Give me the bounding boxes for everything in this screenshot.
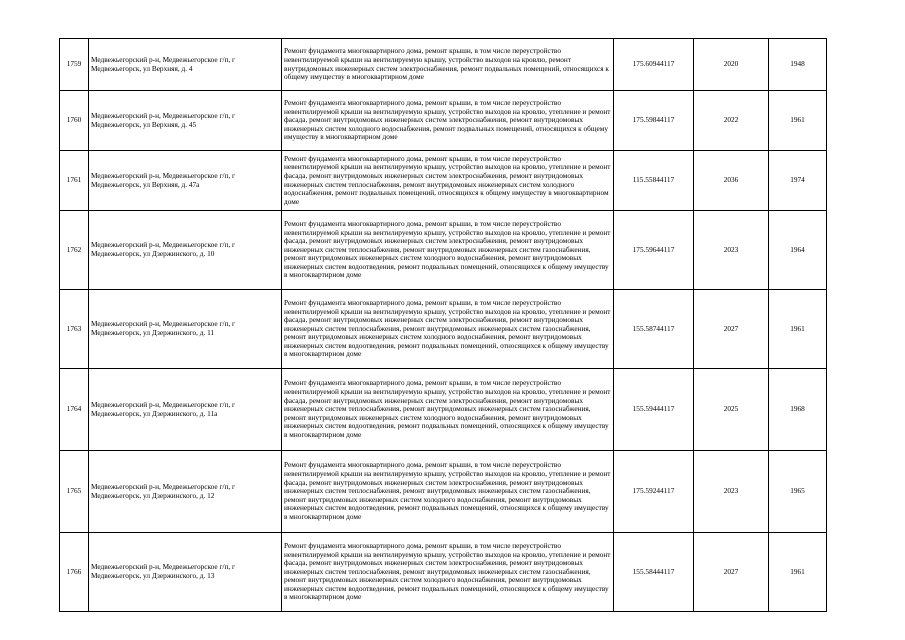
row-built-year: 1961: [769, 91, 827, 151]
table-row: [60, 91, 827, 151]
row-number: 1763: [60, 290, 89, 369]
row-works: Ремонт фундамента многоквартирного дома, ремонт крыши, в том числе переустройство невентилируемой крыши на вентилируемую крышу, устройство выходов на кровлю, утепление и ремонт фасада, ремонт внутридомовых инженерных систем электроснабжения, ремонт внутридомовых инженерных систем холодного водоснабжения, ремонт подвальных помещений, относящихся к общему имуществу в многоквартирном доме: [282, 91, 614, 151]
row-number: 1761: [60, 151, 89, 211]
row-built-year: 1974: [769, 151, 827, 211]
row-built-year: 1965: [769, 451, 827, 533]
row-works: Ремонт фундамента многоквартирного дома, ремонт крыши, в том числе переустройство невентилируемой крыши на вентилируемую крышу, устройство выходов на кровлю, утепление и ремонт фасада, ремонт внутридомовых инженерных систем электроснабжения, ремонт внутридомовых инженерных систем теплоснабжения, ремонт внутридомовых инженерных систем газоснабжения, ремонт внутридомовых инженерных систем холодного водоснабжения, ремонт внутридомовых инженерных систем водоотведения, ремонт подвальных помещений, относящихся к общему имуществу в многоквартирном доме: [282, 451, 614, 533]
row-built-year: 1968: [769, 369, 827, 451]
row-cost: 155.58744117: [614, 290, 694, 369]
row-year: 2020: [694, 39, 769, 91]
table-row: [60, 290, 827, 369]
table-row: [60, 39, 827, 91]
row-works: Ремонт фундамента многоквартирного дома, ремонт крыши, в том числе переустройство невентилируемой крыши на вентилируемую крышу, устройство выходов на кровлю, ремонт внутридомовых инженерных систем электроснабжения, ремонт подвальных помещений, относящихся к общему имуществу в многоквартирном доме: [282, 39, 614, 91]
row-built-year: 1961: [769, 533, 827, 612]
table-row: [60, 211, 827, 290]
row-cost: 115.55844117: [614, 151, 694, 211]
row-address: Медвежьегорский р-н, Медвежьегорское г/п, г Медвежьегорск, ул Дзержинского, д. 10: [89, 211, 282, 290]
row-number: 1762: [60, 211, 89, 290]
row-number: 1765: [60, 451, 89, 533]
row-address: Медвежьегорский р-н, Медвежьегорское г/п, г Медвежьегорск, ул Дзержинского, д. 12: [89, 451, 282, 533]
row-works: Ремонт фундамента многоквартирного дома, ремонт крыши, в том числе переустройство невентилируемой крыши на вентилируемую крышу, устройство выходов на кровлю, утепление и ремонт фасада, ремонт внутридомовых инженерных систем электроснабжения, ремонт внутридомовых инженерных систем теплоснабжения, ремонт внутридомовых инженерных систем газоснабжения, ремонт внутридомовых инженерных систем холодного водоснабжения, ремонт внутридомовых инженерных систем водоотведения, ремонт подвальных помещений, относящихся к общему имуществу в многоквартирном доме: [282, 533, 614, 612]
row-works: Ремонт фундамента многоквартирного дома, ремонт крыши, в том числе переустройство невентилируемой крыши на вентилируемую крышу, устройство выходов на кровлю, утепление и ремонт фасада, ремонт внутридомовых инженерных систем электроснабжения, ремонт внутридомовых инженерных систем теплоснабжения, ремонт внутридомовых инженерных систем газоснабжения, ремонт внутридомовых инженерных систем холодного водоснабжения, ремонт внутридомовых инженерных систем водоотведения, ремонт подвальных помещений, относящихся к общему имуществу в многоквартирном доме: [282, 369, 614, 451]
row-year: 2022: [694, 91, 769, 151]
row-address: Медвежьегорский р-н, Медвежьегорское г/п, г Медвежьегорск, ул Верхняя, д. 47а: [89, 151, 282, 211]
table-row: [60, 451, 827, 533]
row-built-year: 1961: [769, 290, 827, 369]
row-built-year: 1948: [769, 39, 827, 91]
row-cost: 175.59244117: [614, 451, 694, 533]
row-built-year: 1964: [769, 211, 827, 290]
row-year: 2027: [694, 290, 769, 369]
row-number: 1766: [60, 533, 89, 612]
row-works: Ремонт фундамента многоквартирного дома, ремонт крыши, в том числе переустройство невентилируемой крыши на вентилируемую крышу, устройство выходов на кровлю, утепление и ремонт фасада, ремонт внутридомовых инженерных систем электроснабжения, ремонт внутридомовых инженерных систем теплоснабжения, ремонт внутридомовых инженерных систем газоснабжения, ремонт внутридомовых инженерных систем холодного водоснабжения, ремонт внутридомовых инженерных систем водоотведения, ремонт подвальных помещений, относящихся к общему имуществу в многоквартирном доме: [282, 290, 614, 369]
row-year: 2023: [694, 211, 769, 290]
row-cost: 175.59644117: [614, 211, 694, 290]
row-cost: 155.58444117: [614, 533, 694, 612]
row-address: Медвежьегорский р-н, Медвежьегорское г/п, г Медвежьегорск, ул Дзержинского, д. 11а: [89, 369, 282, 451]
row-year: 2027: [694, 533, 769, 612]
row-year: 2023: [694, 451, 769, 533]
row-number: 1759: [60, 39, 89, 91]
row-works: Ремонт фундамента многоквартирного дома, ремонт крыши, в том числе переустройство невентилируемой крыши на вентилируемую крышу, устройство выходов на кровлю, утепление и ремонт фасада, ремонт внутридомовых инженерных систем электроснабжения, ремонт внутридомовых инженерных систем теплоснабжения, ремонт внутридомовых инженерных систем газоснабжения, ремонт внутридомовых инженерных систем холодного водоснабжения, ремонт внутридомовых инженерных систем водоотведения, ремонт подвальных помещений, относящихся к общему имуществу в многоквартирном доме: [282, 211, 614, 290]
row-works: Ремонт фундамента многоквартирного дома, ремонт крыши, в том числе переустройство невентилируемой крыши на вентилируемую крышу, устройство выходов на кровлю, утепление и ремонт фасада, ремонт внутридомовых инженерных систем электроснабжения, ремонт внутридомовых инженерных систем теплоснабжения, ремонт внутридомовых инженерных систем холодного водоснабжения, ремонт подвальных помещений, относящихся к общему имуществу в многоквартирном доме: [282, 151, 614, 211]
row-address: Медвежьегорский р-н, Медвежьегорское г/п, г Медвежьегорск, ул Верхняя, д. 45: [89, 91, 282, 151]
table-row: [60, 151, 827, 211]
row-cost: 155.59444117: [614, 369, 694, 451]
row-year: 2036: [694, 151, 769, 211]
row-cost: 175.59844117: [614, 91, 694, 151]
row-number: 1764: [60, 369, 89, 451]
row-cost: 175.60944117: [614, 39, 694, 91]
table-row: [60, 533, 827, 612]
row-address: Медвежьегорский р-н, Медвежьегорское г/п, г Медвежьегорск, ул Дзержинского, д. 11: [89, 290, 282, 369]
row-year: 2025: [694, 369, 769, 451]
row-number: 1760: [60, 91, 89, 151]
row-address: Медвежьегорский р-н, Медвежьегорское г/п, г Медвежьегорск, ул Верхняя, д. 4: [89, 39, 282, 91]
row-address: Медвежьегорский р-н, Медвежьегорское г/п, г Медвежьегорск, ул Дзержинского, д. 13: [89, 533, 282, 612]
table-row: [60, 369, 827, 451]
capital-repair-table: [59, 38, 827, 612]
